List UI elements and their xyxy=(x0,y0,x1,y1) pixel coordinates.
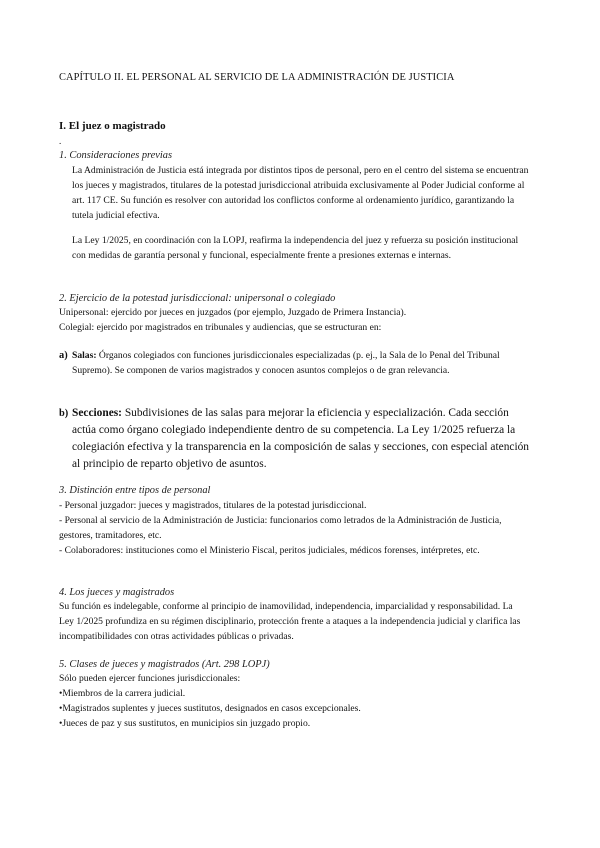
item-salas-body xyxy=(72,348,529,378)
s1-heading: 1. Consideraciones previas xyxy=(59,150,173,161)
s2-heading: 2. Ejercicio de la potestad jurisdiccional: unipersonal o colegiado xyxy=(59,293,336,304)
stray-dot: . xyxy=(59,136,62,146)
item-salas-text: Órganos colegiados con funciones jurisdiccionales especializadas (p. ej., la Sala de lo Penal del Tribunal Supremo). Se componen de varios magistrados y conocen asuntos complejos o de gran relevancia. xyxy=(72,350,500,376)
list-item: •Jueces de paz y sus sustitutos, en municipios sin juzgado propio. xyxy=(59,718,311,729)
section-heading: I. El juez o magistrado xyxy=(59,120,166,132)
s1-paragraph-2: La Ley 1/2025, en coordinación con la LOPJ, reafirma la independencia del juez y refuerza su posición institucional con medidas de garantía personal y funcional, especialmente frente a presiones externas e internas. xyxy=(72,235,519,261)
s3-heading: 3. Distinción entre tipos de personal xyxy=(59,485,211,496)
item-salas-marker: a) xyxy=(59,350,68,361)
s5-intro: Sólo pueden ejercer funciones jurisdiccionales: xyxy=(59,673,241,684)
s4-paragraph: Su función es indelegable, conforme al principio de inamovilidad, independencia, imparcialidad y responsabilidad. La Ley 1/2025 profundiza en su régimen disciplinario, protección frente a ataques a la independencia judicial y clarifica las incompatibilidades con otras actividades públicas o privadas. xyxy=(59,601,521,642)
s5-heading: 5. Clases de jueces y magistrados (Art. 298 LOPJ) xyxy=(59,659,270,670)
s5-bullets xyxy=(59,686,529,731)
item-salas-label: Salas: xyxy=(72,350,97,361)
item-secciones-marker: b) xyxy=(59,408,69,419)
item-salas xyxy=(59,348,529,378)
item-secciones-label: Secciones: xyxy=(72,407,122,419)
chapter-title: CAPÍTULO II. EL PERSONAL AL SERVICIO DE LA ADMINISTRACIÓN DE JUSTICIA xyxy=(59,72,455,83)
item-secciones xyxy=(59,405,529,473)
s3-list xyxy=(59,498,529,558)
s2-line-unipersonal: Unipersonal: ejercido por jueces en juzgados (por ejemplo, Juzgado de Primera Instancia). xyxy=(59,307,407,318)
s3-line: - Personal al servicio de la Administración de Justicia: funcionarios como letrados de la Administración de Justicia, gestores, tramitadores, etc. xyxy=(59,515,502,541)
s3-line: - Colaboradores: instituciones como el Ministerio Fiscal, peritos judiciales, médicos forenses, intérpretes, etc. xyxy=(59,545,480,556)
s1-paragraph-1: La Administración de Justicia está integrada por distintos tipos de personal, pero en el centro del sistema se encuentran los jueces y magistrados, titulares de la potestad jurisdiccional atribuida exclusivamente al Poder Judicial conforme al art. 117 CE. Su función es resolver con autoridad los conflictos conforme al ordenamiento jurídico, garantizando la tutela judicial efectiva. xyxy=(72,165,529,221)
s3-line: - Personal juzgador: jueces y magistrados, titulares de la potestad jurisdiccional. xyxy=(59,500,367,511)
item-secciones-text: Subdivisiones de las salas para mejorar la eficiencia y especialización. Cada sección actúa como órgano colegiado independiente dentro de su competencia. La Ley 1/2025 refuerza la colegiación efectiva y la transparencia en la composición de salas y secciones, con especial atención al principio de reparto objetivo de asuntos. xyxy=(72,407,530,470)
s2-line-colegial: Colegial: ejercido por magistrados en tribunales y audiencias, que se estructuran en: xyxy=(59,322,382,333)
item-secciones-body xyxy=(72,405,529,473)
list-item: •Miembros de la carrera judicial. xyxy=(59,688,186,699)
s4-heading: 4. Los jueces y magistrados xyxy=(59,587,175,598)
list-item: •Magistrados suplentes y jueces sustitutos, designados en casos excepcionales. xyxy=(59,703,361,714)
